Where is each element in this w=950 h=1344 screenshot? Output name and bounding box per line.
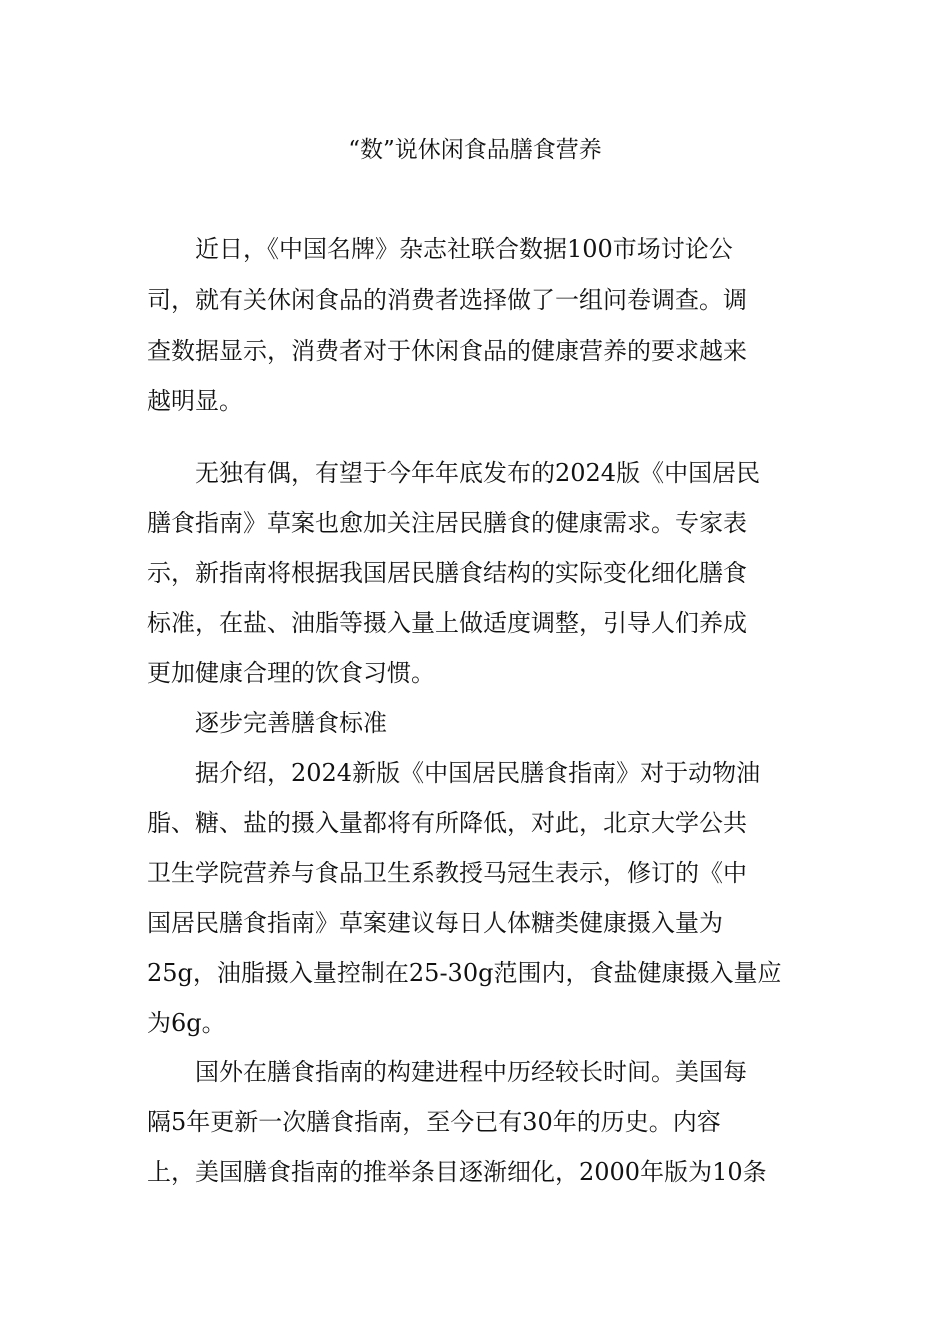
paragraph-line: 示，新指南将根据我国居民膳食结构的实际变化细化膳食 (147, 559, 747, 587)
section-heading: 逐步完善膳食标准 (171, 709, 387, 737)
paragraph-line: 上，美国膳食指南的推举条目逐渐细化，2000年版为10条 (147, 1158, 767, 1186)
paragraph-line: 脂、糖、盐的摄入量都将有所降低，对此，北京大学公共 (147, 809, 747, 837)
paragraph-line: 标准，在盐、油脂等摄入量上做适度调整，引导人们养成 (147, 609, 747, 637)
paragraph-line: 25g，油脂摄入量控制在25-30g范围内，食盐健康摄入量应 (147, 959, 782, 987)
paragraph-line: 膳食指南》草案也愈加关注居民膳食的健康需求。专家表 (147, 509, 747, 537)
paragraph-line: 据介绍，2024新版《中国居民膳食指南》对于动物油 (171, 759, 761, 787)
paragraph-line: 近日，《中国名牌》杂志社联合数据100市场讨论公 (171, 235, 733, 263)
paragraph-line: 国居民膳食指南》草案建议每日人体糖类健康摄入量为 (147, 909, 723, 937)
paragraph-line: 司，就有关休闲食品的消费者选择做了一组问卷调查。调 (147, 286, 747, 314)
document-title: “数”说休闲食品膳食营养 (348, 137, 602, 163)
paragraph-line: 国外在膳食指南的构建进程中历经较长时间。美国每 (171, 1058, 747, 1086)
paragraph-line: 隔5年更新一次膳食指南，至今已有30年的历史。内容 (147, 1108, 721, 1136)
paragraph-line: 为6g。 (147, 1009, 226, 1037)
paragraph-line: 卫生学院营养与食品卫生系教授马冠生表示，修订的《中 (147, 859, 747, 887)
paragraph-line: 无独有偶，有望于今年年底发布的2024版《中国居民 (171, 459, 761, 487)
paragraph-line: 越明显。 (147, 387, 243, 415)
paragraph-line: 更加健康合理的饮食习惯。 (147, 659, 435, 687)
paragraph-line: 查数据显示，消费者对于休闲食品的健康营养的要求越来 (147, 337, 747, 365)
